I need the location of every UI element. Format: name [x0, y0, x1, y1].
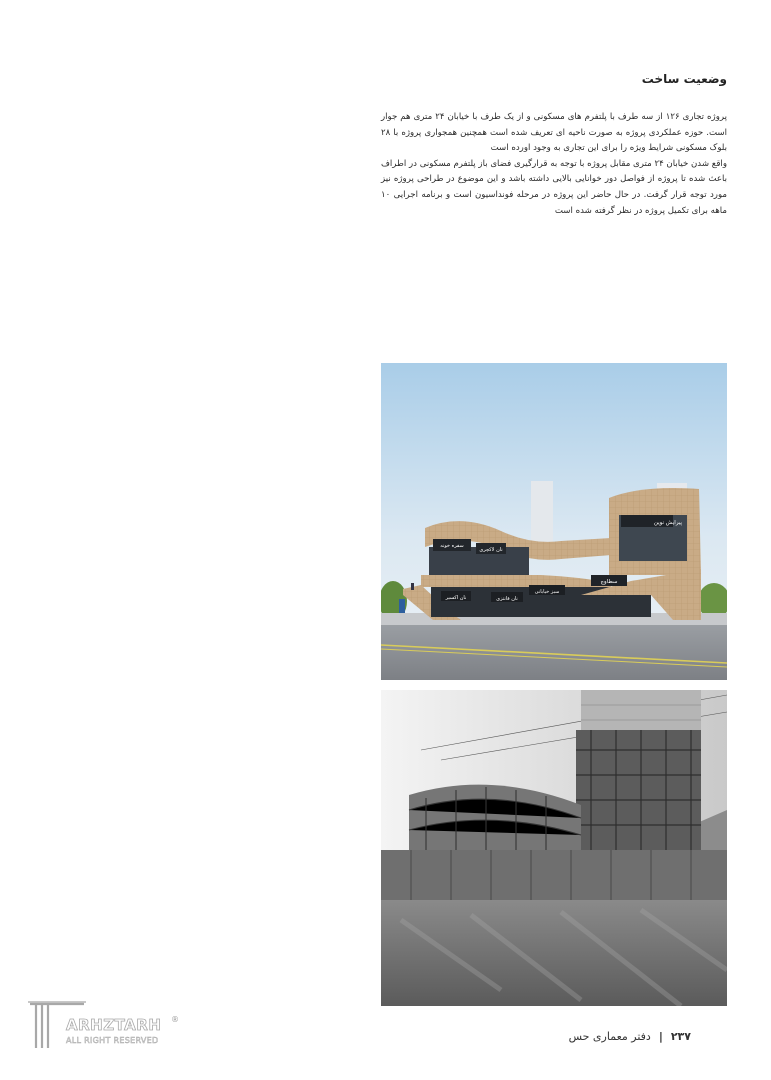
- arhztarh-logo: [28, 1000, 188, 1052]
- sign-text: سطاوچ: [600, 579, 618, 585]
- paragraph-2: واقع شدن خیابان ۲۴ متری مقابل پروژه با توجه به قرارگیری فضای باز پلتفرم مسکونی در اطراف باعث شده تا پروژه از فواصل دور خوانایی بالایی داشته باشد و این موضوع در طراحی پروژه نیز مورد توجه قرار گرفت. در حال حاضر این پروژه در مرحله فونداسیون است و برنامه اجرایی ۱۰ ماهه برای تکمیل پروژه در نظر گرفته شده است: [381, 158, 727, 216]
- sign-text: نان فانتزی: [496, 596, 518, 602]
- architectural-render-image: [381, 363, 727, 680]
- logo-brand-text: ARHZTARH: [66, 1016, 162, 1034]
- sign-text: سبز خیابانی: [534, 589, 560, 595]
- footer-separator: |: [658, 1030, 663, 1043]
- sign-text: نان لاکچری: [479, 547, 503, 553]
- page-number: ۲۳۷: [670, 1030, 691, 1043]
- page-title: وضعیت ساخت: [641, 72, 727, 86]
- registered-mark: ®: [171, 1015, 179, 1024]
- logo-rights-text: ALL RIGHT RESERVED: [66, 1036, 159, 1045]
- construction-site-photo: [381, 690, 727, 1006]
- sign-text: پیرایش نوین: [653, 520, 683, 526]
- sign-text: نان اکسیر: [445, 595, 467, 601]
- office-name: دفتر معماری حس: [568, 1030, 651, 1043]
- sign-text: سفره خونه: [440, 543, 464, 549]
- paragraph-1: پروژه تجاری ۱۲۶ از سه طرف با پلتفرم های مسکونی و از یک طرف با خیابان ۲۴ متری هم جوار است. حوزه عملکردی پروژه به صورت ناحیه ای تعریف شده است همچنین همجواری پروژه با ۲۸ بلوک مسکونی شرایط ویژه را برای این تجاری به وجود اورده است: [381, 112, 727, 154]
- page-footer: [569, 1030, 691, 1043]
- body-text: [381, 110, 727, 219]
